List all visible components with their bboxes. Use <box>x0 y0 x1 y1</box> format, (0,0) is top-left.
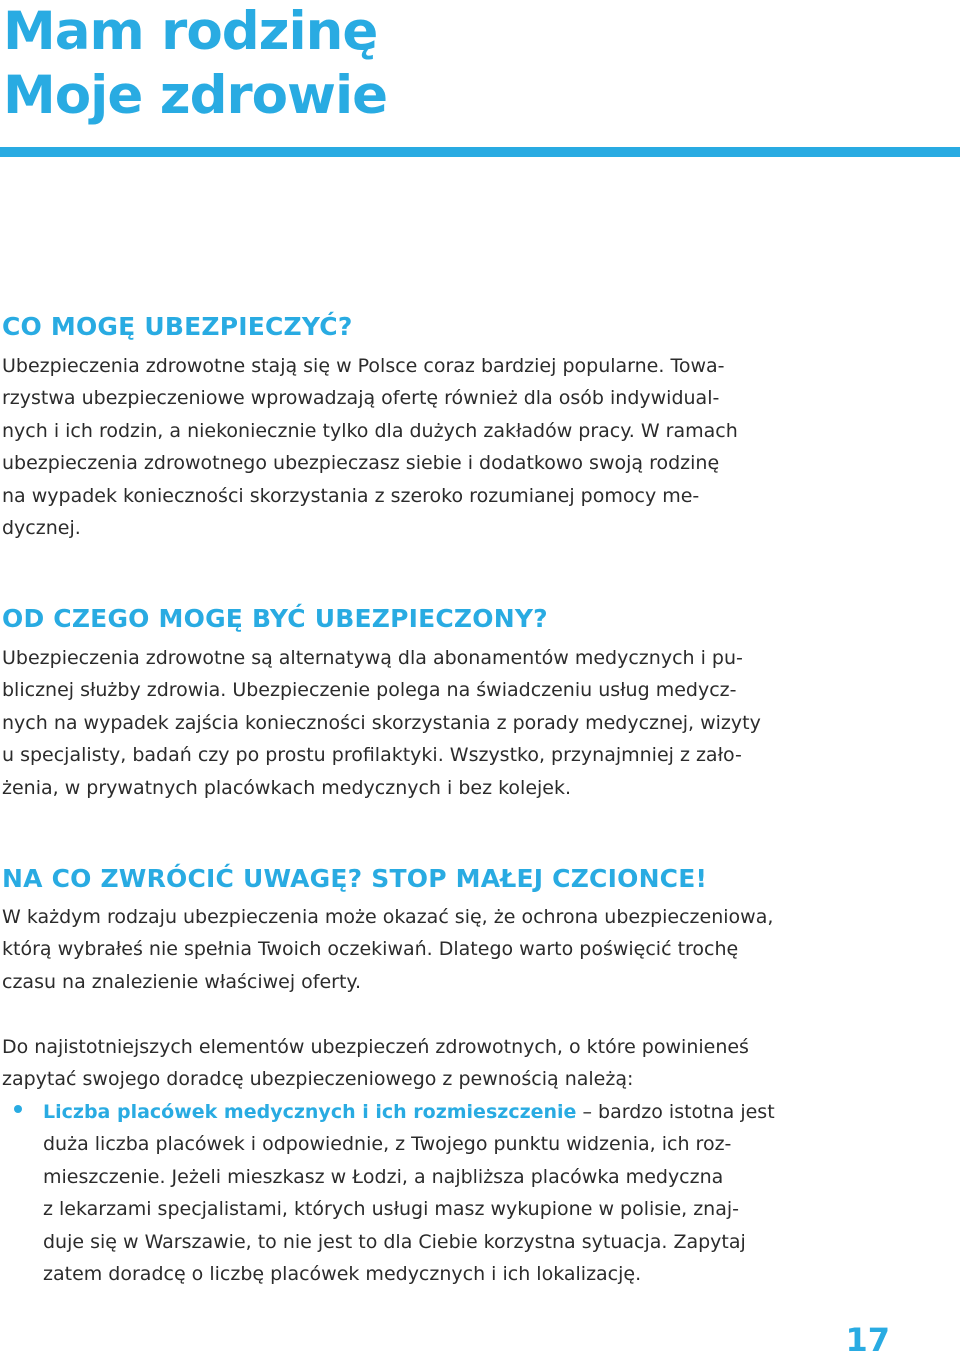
section-heading-co-moge-ubezpieczyc: CO MOGĘ UBEZPIECZYĆ? <box>2 312 353 341</box>
title-line-2: Moje zdrowie <box>3 65 388 126</box>
bullet-marker <box>14 1105 22 1113</box>
list-intro-paragraph <box>2 1031 749 1096</box>
paragraph-line: na wypadek konieczności skorzystania z szeroko rozumianej pomocy me- <box>2 484 700 507</box>
bullet-emphasis: Liczba placówek medycznych i ich rozmieszczenie <box>43 1101 577 1123</box>
paragraph-line: Do najistotniejszych elementów ubezpieczeń zdrowotnych, o które powinieneś <box>2 1036 749 1058</box>
section-heading-od-czego: OD CZEGO MOGĘ BYĆ UBEZPIECZONY? <box>2 604 548 633</box>
paragraph-line: blicznej służby zdrowia. Ubezpieczenie polega na świadczeniu usług medycz- <box>2 679 737 702</box>
paragraph-line: u specjalisty, badań czy po prostu profilaktyki. Wszystko, przynajmniej z zało- <box>2 744 742 767</box>
list-item <box>43 1096 775 1290</box>
section-paragraph-3 <box>2 901 774 998</box>
paragraph-line: żenia, w prywatnych placówkach medycznych i bez kolejek. <box>2 776 572 799</box>
paragraph-line: dycznej. <box>2 517 81 540</box>
paragraph-line: nych i ich rodzin, a niekoniecznie tylko dla dużych zakładów pracy. W ramach <box>2 419 738 442</box>
bullet-first-line-rest: – bardzo istotna jest <box>576 1101 775 1123</box>
paragraph-line: Ubezpieczenia zdrowotne są alternatywą dla abonamentów medycznych i pu- <box>2 647 743 669</box>
title-divider <box>0 147 960 157</box>
section-heading-na-co-zwrocic-uwage: NA CO ZWRÓCIĆ UWAGĘ? STOP MAŁEJ CZCIONCE! <box>2 864 708 893</box>
paragraph-line: nych na wypadek zajścia konieczności skorzystania z porady medycznej, wizyty <box>2 711 761 734</box>
paragraph-line: duża liczba placówek i odpowiednie, z Twojego punktu widzenia, ich roz- <box>43 1133 732 1156</box>
paragraph-line: duje się w Warszawie, to nie jest to dla Ciebie korzystna sytuacja. Zapytaj <box>43 1230 746 1253</box>
page-title <box>3 0 387 128</box>
paragraph-line: W każdym rodzaju ubezpieczenia może okazać się, że ochrona ubezpieczeniowa, <box>2 906 774 928</box>
paragraph-line: którą wybrałeś nie spełnia Twoich oczekiwań. Dlatego warto poświęcić trochę <box>2 938 739 961</box>
bullet-first-line <box>43 1096 775 1128</box>
paragraph-line: Ubezpieczenia zdrowotne stają się w Polsce coraz bardziej popularne. Towa- <box>2 355 725 377</box>
paragraph-line: mieszczenie. Jeżeli mieszkasz w Łodzi, a najbliższa placówka medyczna <box>43 1165 724 1188</box>
paragraph-line: z lekarzami specjalistami, których usługi masz wykupione w polisie, znaj- <box>43 1198 740 1221</box>
paragraph-line: czasu na znalezienie właściwej oferty. <box>2 970 361 993</box>
paragraph-line: ubezpieczenia zdrowotnego ubezpieczasz siebie i dodatkowo swoją rodzinę <box>2 452 720 475</box>
section-paragraph-1 <box>2 350 742 544</box>
paragraph-line: zatem doradcę o liczbę placówek medycznych i ich lokalizację. <box>43 1263 642 1286</box>
paragraph-line: zapytać swojego doradcę ubezpieczeniowego z pewnością należą: <box>2 1068 634 1091</box>
paragraph-line: rzystwa ubezpieczeniowe wprowadzają ofertę również dla osób indywidual- <box>2 387 720 410</box>
title-line-1: Mam rodzinę <box>3 1 378 62</box>
page-number: 17 <box>845 1321 890 1359</box>
section-paragraph-2 <box>2 642 761 804</box>
